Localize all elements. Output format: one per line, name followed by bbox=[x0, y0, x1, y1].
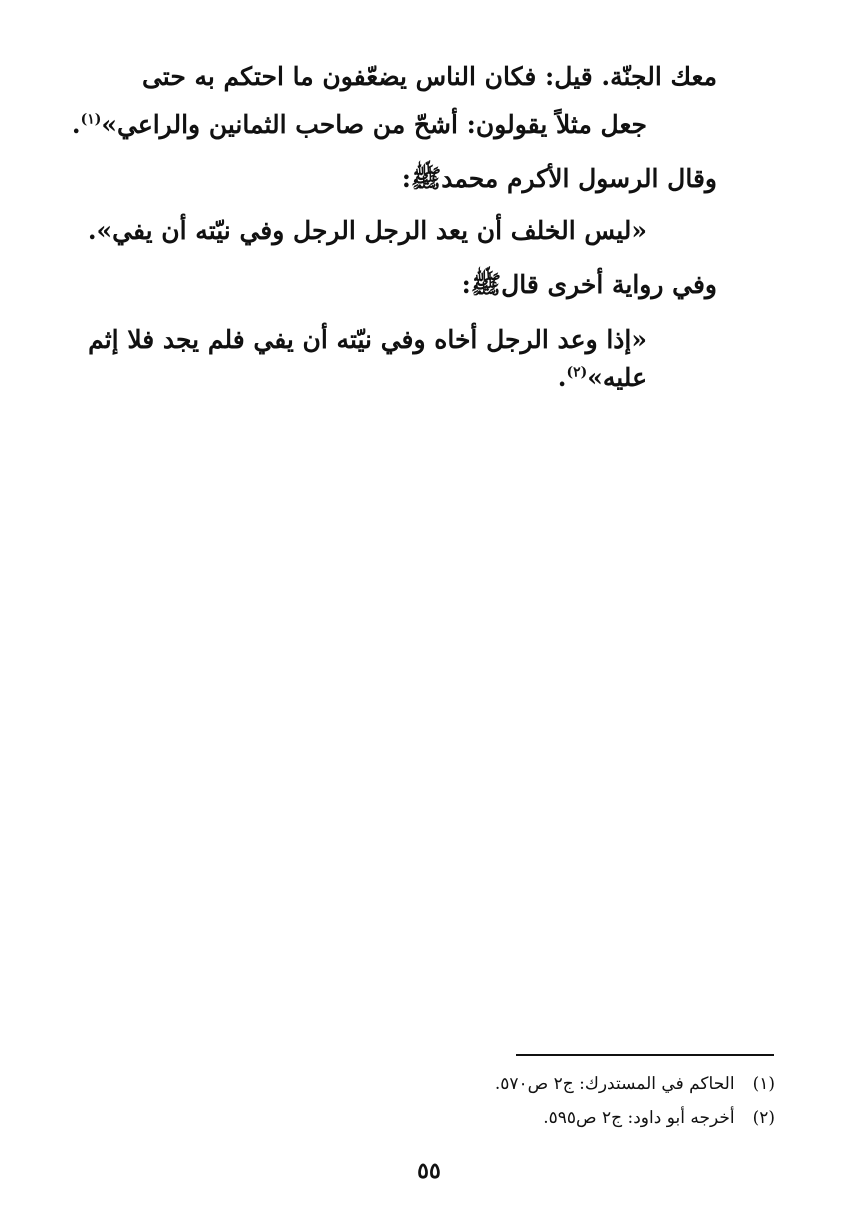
quote-2-line-1-text: «إذا وعد الرجل أخاه وفي نيّته أن يفي فلم يجد فلا إثم bbox=[88, 325, 647, 354]
paragraph-3 bbox=[462, 268, 717, 302]
footnote-2 bbox=[543, 1106, 775, 1130]
paragraph-1-line-2-period: . bbox=[71, 110, 81, 139]
quote-1-text: «ليس الخلف أن يعد الرجل الرجل وفي نيّته أن يفي». bbox=[87, 216, 647, 245]
quote-2-line-1 bbox=[88, 323, 647, 357]
footnote-reference-2: (٢) bbox=[566, 364, 588, 381]
paragraph-2 bbox=[402, 162, 717, 196]
paragraph-1-line-2 bbox=[72, 108, 647, 142]
footnote-separator bbox=[516, 1054, 774, 1056]
quote-1 bbox=[88, 214, 647, 248]
footnote-2-number: (٢) bbox=[752, 1108, 775, 1128]
footnote-2-text: أخرجه أبو داود: ج٢ ص٥٩٥. bbox=[543, 1108, 735, 1128]
paragraph-3-text: وفي رواية أخرى قالﷺ: bbox=[461, 270, 717, 299]
quote-2-line-2-text: عليه» bbox=[587, 363, 647, 392]
paragraph-1-line-1 bbox=[142, 60, 717, 94]
quote-2-line-2 bbox=[558, 361, 647, 395]
footnote-reference-1: (١) bbox=[80, 111, 102, 128]
quote-2-line-2-period: . bbox=[557, 363, 567, 392]
footnote-1-number: (١) bbox=[752, 1074, 775, 1094]
paragraph-1-line-2-text: جعل مثلاً يقولون: أشحّ من صاحب الثمانين والراعي» bbox=[101, 110, 647, 139]
paragraph-2-text: وقال الرسول الأكرم محمدﷺ: bbox=[401, 164, 717, 193]
footnote-1 bbox=[495, 1072, 775, 1096]
footnote-1-text: الحاكم في المستدرك: ج٢ ص٥٧٠. bbox=[494, 1074, 735, 1094]
page-number: ٥٥ bbox=[417, 1158, 441, 1184]
paragraph-1-line-1-text: معك الجنّة. قيل: فكان الناس يضعّفون ما احتكم به حتى bbox=[141, 62, 717, 91]
